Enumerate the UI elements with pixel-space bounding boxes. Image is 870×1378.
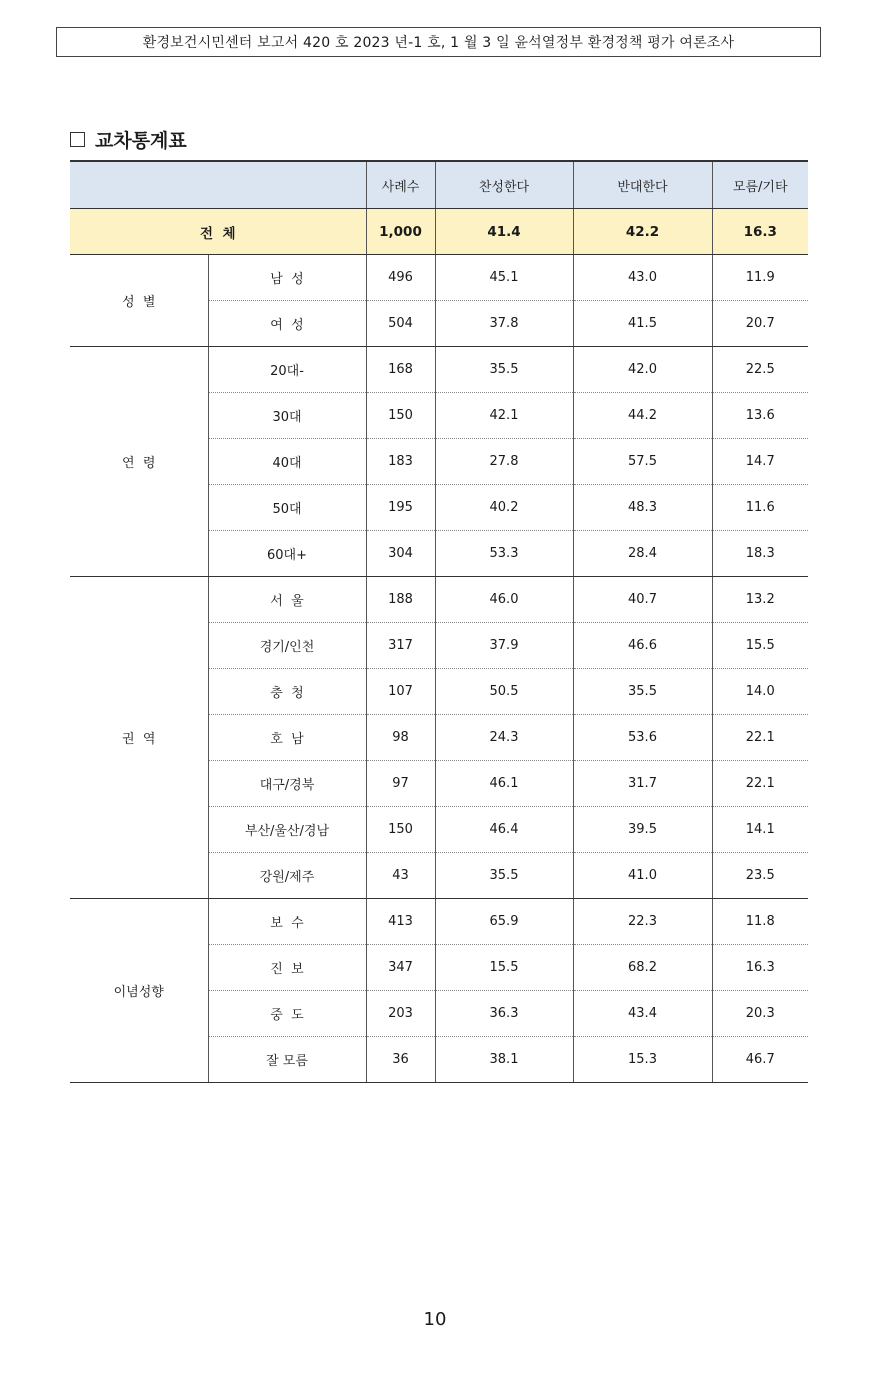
- cell-value: 15.5: [712, 623, 808, 669]
- table-header-row: [70, 161, 808, 209]
- cell-value: 20.3: [712, 991, 808, 1037]
- cell-value: 504: [366, 301, 435, 347]
- cell-value: 20.7: [712, 301, 808, 347]
- report-header-text: 환경보건시민센터 보고서 420 호 2023 년-1 호, 1 월 3 일 윤석열정부 환경정책 평가 여론조사: [142, 35, 735, 51]
- row-label: 잘 모름: [208, 1037, 366, 1083]
- row-label: 여 성: [208, 301, 366, 347]
- cell-value: 45.1: [435, 255, 573, 301]
- cell-value: 150: [366, 393, 435, 439]
- total-value: 42.2: [573, 209, 712, 255]
- cell-value: 16.3: [712, 945, 808, 991]
- cell-value: 14.1: [712, 807, 808, 853]
- cell-value: 35.5: [435, 853, 573, 899]
- row-label: 60대+: [208, 531, 366, 577]
- row-label: 서 울: [208, 577, 366, 623]
- cell-value: 22.5: [712, 347, 808, 393]
- page-number: 10: [423, 1309, 447, 1330]
- cell-value: 42.1: [435, 393, 573, 439]
- row-label: 남 성: [208, 255, 366, 301]
- cell-value: 304: [366, 531, 435, 577]
- column-header: 모름/기타: [712, 161, 808, 209]
- column-header: 찬성한다: [435, 161, 573, 209]
- cell-value: 43.4: [573, 991, 712, 1037]
- total-value: 41.4: [435, 209, 573, 255]
- cell-value: 46.1: [435, 761, 573, 807]
- cell-value: 11.8: [712, 899, 808, 945]
- cell-value: 317: [366, 623, 435, 669]
- row-label: 진 보: [208, 945, 366, 991]
- cell-value: 43: [366, 853, 435, 899]
- cell-value: 39.5: [573, 807, 712, 853]
- cell-value: 496: [366, 255, 435, 301]
- square-bullet-icon: [70, 132, 85, 147]
- group-label: 성 별: [70, 255, 208, 347]
- table-row: [70, 347, 808, 393]
- cell-value: 35.5: [573, 669, 712, 715]
- section-title: [70, 125, 187, 153]
- cell-value: 44.2: [573, 393, 712, 439]
- cell-value: 27.8: [435, 439, 573, 485]
- cell-value: 46.6: [573, 623, 712, 669]
- cell-value: 53.3: [435, 531, 573, 577]
- total-value: 16.3: [712, 209, 808, 255]
- total-row: [70, 209, 808, 255]
- cell-value: 22.1: [712, 761, 808, 807]
- cell-value: 15.3: [573, 1037, 712, 1083]
- group-label: 연 령: [70, 347, 208, 577]
- header-blank-cell: [70, 161, 366, 209]
- cell-value: 13.6: [712, 393, 808, 439]
- row-label: 대구/경북: [208, 761, 366, 807]
- row-label: 충 청: [208, 669, 366, 715]
- cell-value: 65.9: [435, 899, 573, 945]
- group-label: 이념성향: [70, 899, 208, 1083]
- cell-value: 36.3: [435, 991, 573, 1037]
- cell-value: 97: [366, 761, 435, 807]
- cell-value: 36: [366, 1037, 435, 1083]
- cell-value: 22.3: [573, 899, 712, 945]
- cell-value: 37.9: [435, 623, 573, 669]
- cell-value: 28.4: [573, 531, 712, 577]
- table-row: [70, 577, 808, 623]
- cell-value: 413: [366, 899, 435, 945]
- cell-value: 14.7: [712, 439, 808, 485]
- row-label: 30대: [208, 393, 366, 439]
- cell-value: 41.0: [573, 853, 712, 899]
- cell-value: 107: [366, 669, 435, 715]
- cell-value: 35.5: [435, 347, 573, 393]
- cell-value: 98: [366, 715, 435, 761]
- cell-value: 150: [366, 807, 435, 853]
- cell-value: 14.0: [712, 669, 808, 715]
- cell-value: 41.5: [573, 301, 712, 347]
- cell-value: 168: [366, 347, 435, 393]
- total-label: 전 체: [70, 209, 366, 255]
- cell-value: 43.0: [573, 255, 712, 301]
- cell-value: 195: [366, 485, 435, 531]
- cell-value: 50.5: [435, 669, 573, 715]
- cell-value: 11.6: [712, 485, 808, 531]
- row-label: 부산/울산/경남: [208, 807, 366, 853]
- column-header: 사례수: [366, 161, 435, 209]
- section-title-text: 교차통계표: [95, 129, 187, 152]
- cell-value: 347: [366, 945, 435, 991]
- cell-value: 18.3: [712, 531, 808, 577]
- cell-value: 24.3: [435, 715, 573, 761]
- row-label: 50대: [208, 485, 366, 531]
- cell-value: 13.2: [712, 577, 808, 623]
- cell-value: 183: [366, 439, 435, 485]
- cell-value: 53.6: [573, 715, 712, 761]
- report-header: [56, 27, 821, 57]
- column-header: 반대한다: [573, 161, 712, 209]
- row-label: 중 도: [208, 991, 366, 1037]
- total-value: 1,000: [366, 209, 435, 255]
- cell-value: 40.7: [573, 577, 712, 623]
- cell-value: 38.1: [435, 1037, 573, 1083]
- cell-value: 203: [366, 991, 435, 1037]
- row-label: 호 남: [208, 715, 366, 761]
- cell-value: 48.3: [573, 485, 712, 531]
- cell-value: 46.7: [712, 1037, 808, 1083]
- cell-value: 31.7: [573, 761, 712, 807]
- group-label: 권 역: [70, 577, 208, 899]
- cell-value: 15.5: [435, 945, 573, 991]
- row-label: 20대-: [208, 347, 366, 393]
- table-row: [70, 899, 808, 945]
- row-label: 보 수: [208, 899, 366, 945]
- cell-value: 188: [366, 577, 435, 623]
- cell-value: 68.2: [573, 945, 712, 991]
- cell-value: 23.5: [712, 853, 808, 899]
- crosstab-table: [70, 160, 808, 1083]
- table-row: [70, 255, 808, 301]
- cell-value: 11.9: [712, 255, 808, 301]
- cell-value: 57.5: [573, 439, 712, 485]
- row-label: 40대: [208, 439, 366, 485]
- cell-value: 37.8: [435, 301, 573, 347]
- row-label: 경기/인천: [208, 623, 366, 669]
- cell-value: 46.0: [435, 577, 573, 623]
- cell-value: 40.2: [435, 485, 573, 531]
- cell-value: 22.1: [712, 715, 808, 761]
- row-label: 강원/제주: [208, 853, 366, 899]
- cell-value: 46.4: [435, 807, 573, 853]
- cell-value: 42.0: [573, 347, 712, 393]
